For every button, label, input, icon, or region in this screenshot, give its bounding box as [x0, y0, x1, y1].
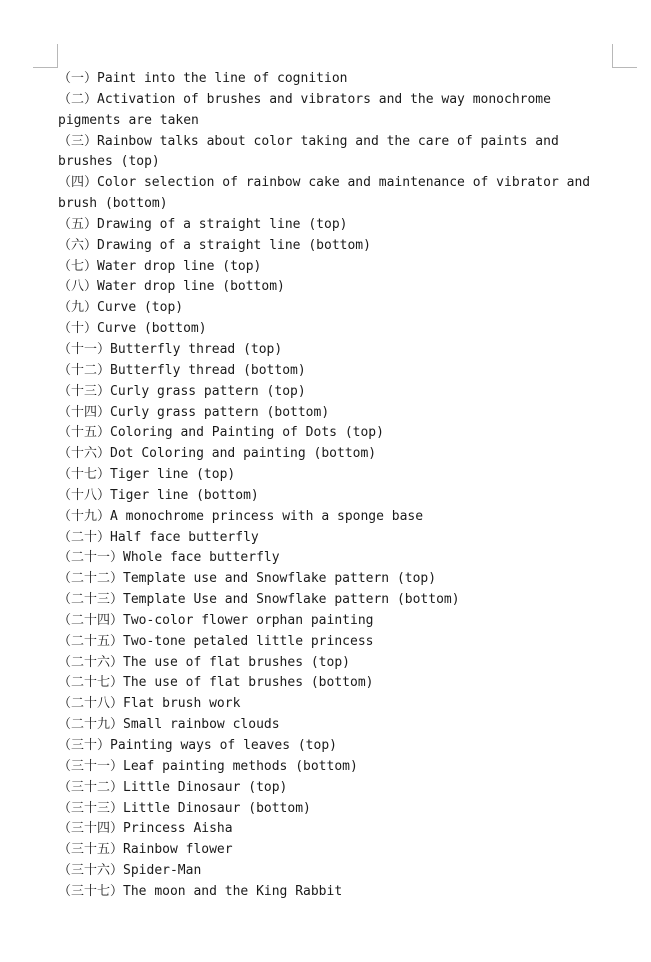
lesson-title: Spider-Man	[123, 863, 202, 879]
lesson-number: （十五）	[58, 425, 111, 441]
lesson-title: Coloring and Painting of Dots (top)	[110, 425, 384, 441]
lesson-number: （二十六）	[58, 654, 124, 670]
lesson-entry	[58, 653, 614, 674]
margin-corner-mark-left	[57, 44, 58, 68]
margin-corner-mark-left	[33, 67, 58, 68]
lesson-entry	[58, 486, 614, 507]
lesson-entry	[58, 590, 614, 611]
lesson-entry	[58, 861, 614, 882]
lesson-number: （二十）	[58, 529, 111, 545]
lesson-number: （十四）	[58, 404, 111, 420]
lesson-title: Tiger line (top)	[110, 467, 236, 483]
lesson-entry	[58, 757, 614, 778]
lesson-number: （十六）	[58, 446, 111, 462]
lesson-number: （三十五）	[58, 842, 124, 858]
lesson-entry	[58, 548, 614, 569]
lesson-title: Dot Coloring and painting (bottom)	[110, 446, 377, 462]
lesson-entry	[58, 173, 614, 215]
lesson-entry	[58, 90, 614, 132]
lesson-number: （三）	[58, 133, 98, 149]
lesson-title: Template use and Snowflake pattern (top)	[123, 571, 437, 587]
lesson-title: Flat brush work	[123, 696, 241, 712]
lesson-number: （十七）	[58, 467, 111, 483]
lesson-title: Paint into the line of cognition	[97, 71, 348, 86]
lesson-number: （七）	[58, 258, 98, 274]
lesson-title: Half face butterfly	[110, 529, 259, 545]
lesson-number: （六）	[58, 237, 98, 253]
lesson-list	[58, 69, 614, 903]
lesson-title: A monochrome princess with a sponge base	[110, 508, 424, 524]
lesson-title: The use of flat brushes (top)	[123, 654, 350, 670]
margin-corner-mark-right	[612, 44, 613, 68]
lesson-title: Template Use and Snowflake pattern (bottom)	[123, 592, 460, 608]
lesson-title: Two-color flower orphan painting	[123, 612, 374, 628]
lesson-entry	[58, 736, 614, 757]
lesson-number: （二）	[58, 91, 98, 107]
lesson-entry	[58, 715, 614, 736]
lesson-number: （二十一）	[58, 550, 124, 566]
lesson-entry	[58, 382, 614, 403]
lesson-entry	[58, 215, 614, 236]
lesson-number: （十一）	[58, 341, 111, 357]
lesson-title: Rainbow talks about color taking and the care of paints and brushes (top)	[58, 133, 559, 170]
lesson-number: （十）	[58, 321, 98, 337]
lesson-entry	[58, 882, 614, 903]
lesson-title: Curve (top)	[97, 300, 184, 316]
lesson-title: The use of flat brushes (bottom)	[123, 675, 374, 691]
lesson-entry	[58, 340, 614, 361]
lesson-entry	[58, 799, 614, 820]
margin-corner-mark-right	[612, 67, 637, 68]
lesson-title: Rainbow flower	[123, 842, 233, 858]
lesson-title: Little Dinosaur (bottom)	[123, 800, 311, 816]
lesson-title: Water drop line (top)	[97, 258, 262, 274]
lesson-title: Activation of brushes and vibrators and the way monochrome pigments are taken	[58, 91, 551, 128]
lesson-entry	[58, 361, 614, 382]
lesson-number: （三十六）	[58, 863, 124, 879]
lesson-entry	[58, 319, 614, 340]
lesson-entry	[58, 236, 614, 257]
lesson-number: （三十三）	[58, 800, 124, 816]
lesson-entry	[58, 465, 614, 486]
lesson-entry	[58, 840, 614, 861]
lesson-title: Drawing of a straight line (top)	[97, 216, 348, 232]
lesson-number: （二十三）	[58, 592, 124, 608]
lesson-entry	[58, 257, 614, 278]
lesson-entry	[58, 298, 614, 319]
lesson-number: （二十八）	[58, 696, 124, 712]
lesson-title: Curve (bottom)	[97, 321, 207, 337]
lesson-number: （十八）	[58, 487, 111, 503]
lesson-number: （三十二）	[58, 779, 124, 795]
lesson-title: Butterfly thread (bottom)	[110, 362, 306, 378]
lesson-title: Drawing of a straight line (bottom)	[97, 237, 371, 253]
lesson-entry	[58, 778, 614, 799]
lesson-title: Painting ways of leaves (top)	[110, 738, 337, 753]
lesson-entry	[58, 819, 614, 840]
lesson-title: Curly grass pattern (bottom)	[110, 404, 330, 420]
lesson-number: （二十九）	[58, 717, 124, 733]
lesson-title: Whole face butterfly	[123, 550, 280, 566]
lesson-title: Two-tone petaled little princess	[123, 633, 374, 649]
lesson-entry	[58, 423, 614, 444]
lesson-entry	[58, 444, 614, 465]
lesson-number: （二十二）	[58, 571, 124, 587]
lesson-number: （十九）	[58, 508, 111, 524]
lesson-number: （九）	[58, 300, 98, 316]
lesson-number: （四）	[58, 175, 98, 191]
lesson-title: Leaf painting methods (bottom)	[123, 758, 358, 774]
lesson-entry	[58, 403, 614, 424]
lesson-number: （二十五）	[58, 633, 124, 649]
lesson-title: Water drop line (bottom)	[97, 279, 285, 295]
lesson-title: Princess Aisha	[123, 821, 233, 837]
lesson-number: （八）	[58, 279, 98, 295]
lesson-title: The moon and the King Rabbit	[123, 883, 343, 899]
lesson-title: Small rainbow clouds	[123, 717, 280, 733]
lesson-number: （三十）	[58, 738, 111, 753]
lesson-entry	[58, 69, 614, 90]
lesson-number: （五）	[58, 216, 98, 232]
lesson-number: （三十七）	[58, 883, 124, 899]
lesson-entry	[58, 694, 614, 715]
lesson-entry	[58, 528, 614, 549]
lesson-number: （二十七）	[58, 675, 124, 691]
lesson-number: （三十四）	[58, 821, 124, 837]
lesson-number: （三十一）	[58, 758, 124, 774]
lesson-entry	[58, 611, 614, 632]
lesson-number: （二十四）	[58, 612, 124, 628]
lesson-number: （十三）	[58, 383, 111, 399]
lesson-entry	[58, 673, 614, 694]
lesson-entry	[58, 632, 614, 653]
lesson-title: Color selection of rainbow cake and maintenance of vibrator and brush (bottom)	[58, 175, 591, 212]
lesson-entry	[58, 277, 614, 298]
lesson-entry	[58, 569, 614, 590]
lesson-title: Butterfly thread (top)	[110, 341, 283, 357]
lesson-number: （十二）	[58, 362, 111, 378]
lesson-title: Tiger line (bottom)	[110, 487, 259, 503]
lesson-title: Curly grass pattern (top)	[110, 383, 306, 399]
lesson-entry	[58, 132, 614, 174]
lesson-title: Little Dinosaur (top)	[123, 779, 288, 795]
lesson-number: （一）	[58, 71, 98, 86]
lesson-entry	[58, 507, 614, 528]
